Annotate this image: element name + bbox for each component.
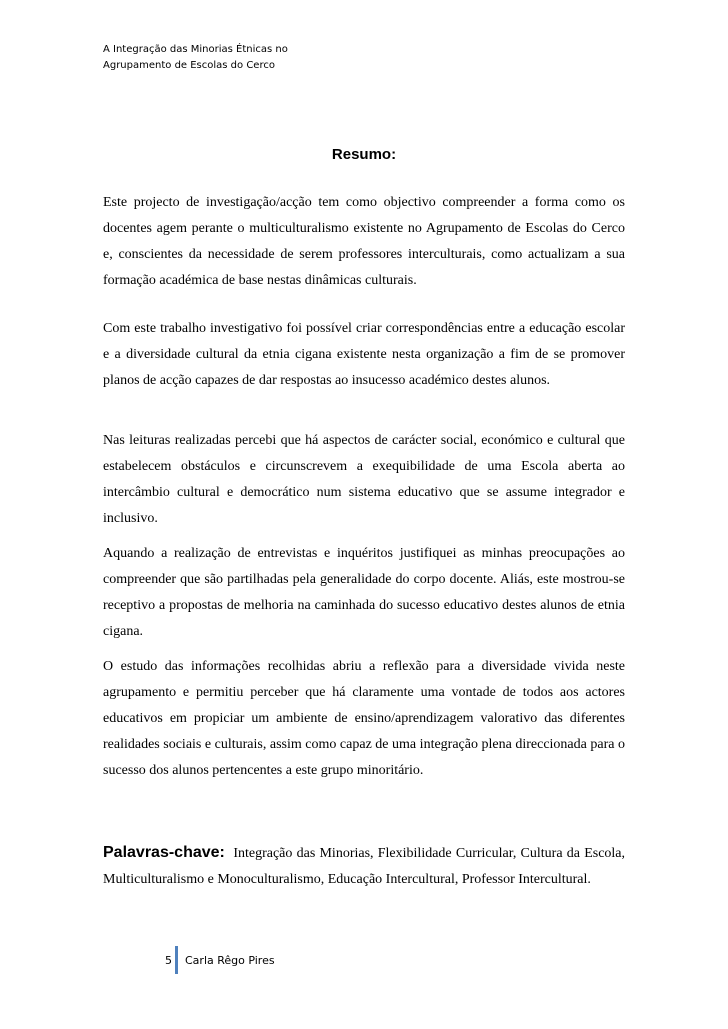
abstract-paragraph-3: Nas leituras realizadas percebi que há aspectos de carácter social, económico e cultural que estabelecem obstáculos e circunscrevem a exequibilidade de uma Escola aberta ao intercâmbio cultural e democrático num sistema educativo que se assume integrador e inclusivo. xyxy=(103,433,625,526)
abstract-paragraph-2: Com este trabalho investigativo foi possível criar correspondências entre a educação escolar e a diversidade cultural da etnia cigana existente nesta organização a fim de se promover planos de acção capazes de dar respostas ao insucesso académico destes alunos. xyxy=(103,321,625,388)
footer-divider xyxy=(175,946,178,974)
author-name: Carla Rêgo Pires xyxy=(185,954,275,967)
page-number: 5 xyxy=(165,954,172,967)
abstract-paragraph-1: Este projecto de investigação/acção tem como objectivo compreender a forma como os docentes agem perante o multiculturalismo existente no Agrupamento de Escolas do Cerco e, conscientes da necessidade de serem professores interculturais, como actualizam a sua formação académica de base nestas dinâmicas culturais. xyxy=(103,195,625,288)
header-line-1: A Integração das Minorias Étnicas no xyxy=(103,44,288,55)
running-header xyxy=(103,42,288,74)
keywords-block xyxy=(103,840,625,893)
abstract-paragraph-4: Aquando a realização de entrevistas e inquéritos justifiquei as minhas preocupações ao compreender que são partilhadas pela generalidade do corpo docente. Aliás, este mostrou-se receptivo a propostas de melhoria na caminhada do sucesso educativo destes alunos de etnia cigana. xyxy=(103,546,625,639)
keywords-label: Palavras-chave: xyxy=(103,844,225,861)
section-title xyxy=(0,146,728,163)
abstract-paragraph-5: O estudo das informações recolhidas abriu a reflexão para a diversidade vivida neste agrupamento e permitiu perceber que há claramente uma vontade de todos aos actores educativos em propiciar um ambiente de ensino/aprendizagem valorativo das diferentes realidades sociais e culturais, assim como capaz de uma integração plena direccionada para o sucesso dos alunos pertencentes a este grupo minoritário. xyxy=(103,659,625,778)
keywords-text: Integração das Minorias, Flexibilidade Curricular, Cultura da Escola, Multiculturalismo e Monoculturalismo, Educação Intercultural, Professor Intercultural. xyxy=(103,846,626,887)
header-line-2: Agrupamento de Escolas do Cerco xyxy=(103,60,275,71)
section-title-text: Resumo: xyxy=(331,146,397,163)
